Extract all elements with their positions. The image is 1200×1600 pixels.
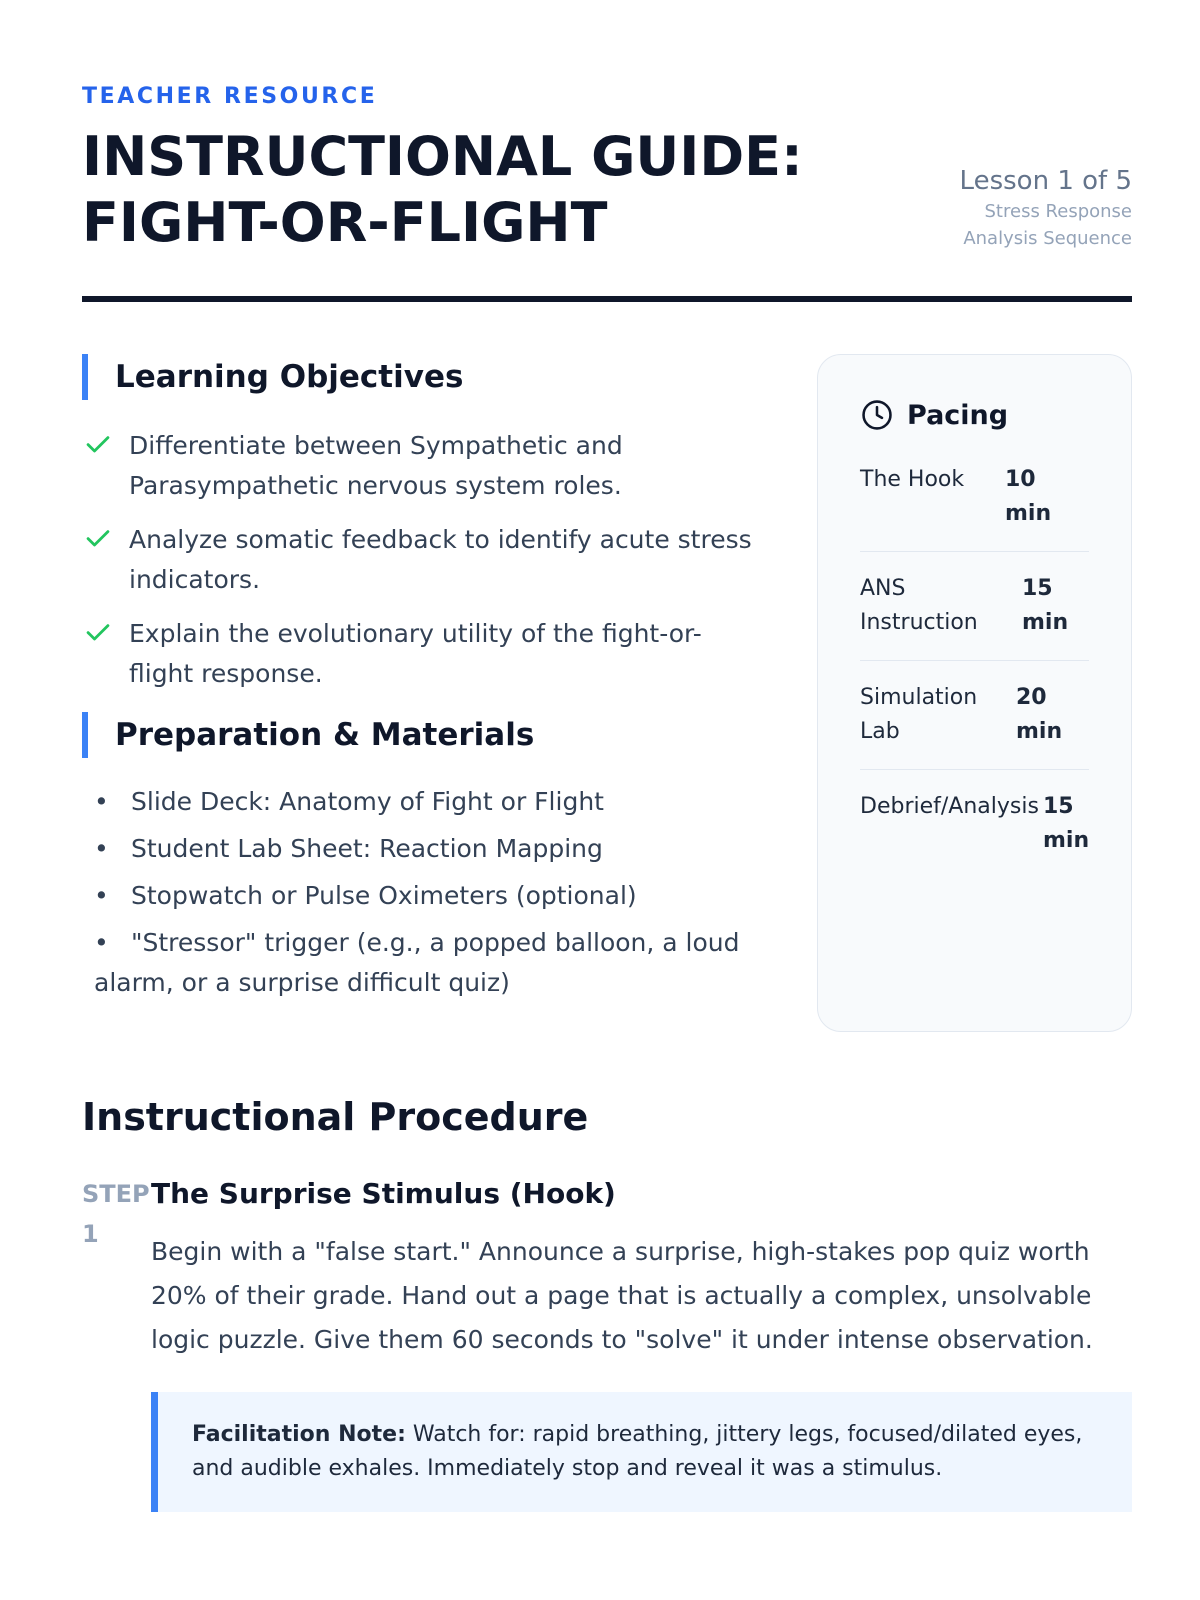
- instructional-guide-page: [82, 82, 1132, 1512]
- procedure-title: Instructional Procedure: [82, 1095, 589, 1139]
- material-item: [94, 782, 762, 822]
- step-description: Begin with a "false start." Announce a surprise, high-stakes pop quiz worth 20% of their grade. Hand out a page that is actually a complex, unsolvable logic puzzle. Give them 60 seconds to "solve" it under intense observation.: [151, 1237, 1093, 1354]
- objective-item: [82, 520, 762, 600]
- check-icon: [84, 430, 112, 458]
- bullet-icon: •: [94, 881, 109, 910]
- material-item: [94, 829, 762, 869]
- bullet-icon: •: [94, 928, 109, 957]
- bullet-icon: •: [94, 834, 109, 863]
- facilitation-note-text: Watch for: rapid breathing, jittery legs, focused/dilated eyes, and audible exhales. Immediately stop and reveal it was a stimulus.: [192, 1422, 1083, 1481]
- procedure-step: [82, 1174, 1132, 1512]
- material-text: Slide Deck: Anatomy of Fight or Flight: [131, 787, 604, 816]
- resource-kicker: TEACHER RESOURCE: [82, 84, 378, 109]
- learning-objectives-list: [82, 426, 762, 694]
- facilitation-note-label: Facilitation Note:: [192, 1422, 406, 1447]
- pacing-row: [860, 661, 1089, 770]
- materials-heading: Preparation & Materials: [82, 712, 762, 758]
- objective-text: Explain the evolutionary utility of the fight-or-flight response.: [129, 619, 702, 688]
- page-header: [82, 82, 1132, 304]
- pacing-row: [860, 552, 1089, 661]
- pacing-rows: [860, 443, 1089, 878]
- lesson-sequence-line-2: Analysis Sequence: [963, 228, 1132, 249]
- pacing-header: [860, 395, 1089, 435]
- material-text: "Stressor" trigger (e.g., a popped balloon, a loud alarm, or a surprise difficult quiz): [94, 928, 740, 997]
- pacing-activity: Debrief/Analysis: [860, 794, 1039, 819]
- pacing-duration: 10 min: [1005, 467, 1052, 526]
- objective-item: [82, 614, 762, 694]
- material-item: [94, 876, 762, 916]
- objective-item: [82, 426, 762, 506]
- learning-objectives-heading: Learning Objectives: [82, 354, 762, 400]
- pacing-duration: 20 min: [1016, 685, 1063, 744]
- pacing-activity: Simulation Lab: [860, 685, 978, 744]
- objective-text: Differentiate between Sympathetic and Parasympathetic nervous system roles.: [129, 431, 623, 500]
- page-title: [82, 124, 882, 256]
- pacing-duration: 15 min: [1022, 576, 1069, 635]
- material-item: [94, 923, 762, 1003]
- materials-list: [82, 782, 762, 1003]
- overview-section: [82, 354, 1132, 1034]
- overview-left-column: [82, 354, 762, 1010]
- pacing-row: [860, 770, 1089, 878]
- lesson-sequence-line-1: Stress Response: [984, 201, 1132, 222]
- bullet-icon: •: [94, 787, 109, 816]
- pacing-card: [817, 354, 1132, 1032]
- step-title: The Surprise Stimulus (Hook): [151, 1177, 616, 1210]
- material-text: Stopwatch or Pulse Oximeters (optional): [131, 881, 637, 910]
- clock-icon: [860, 398, 894, 432]
- lesson-meta: [960, 164, 1132, 252]
- procedure-section: [82, 1092, 1132, 1512]
- check-icon: [84, 618, 112, 646]
- pacing-activity: The Hook: [860, 467, 965, 492]
- pacing-activity: ANS Instruction: [860, 576, 978, 635]
- objective-text: Analyze somatic feedback to identify acute stress indicators.: [129, 525, 752, 594]
- pacing-row: [860, 443, 1089, 552]
- facilitation-note: [151, 1392, 1132, 1512]
- header-divider: [82, 296, 1132, 302]
- check-icon: [84, 524, 112, 552]
- pacing-title: Pacing: [907, 399, 1009, 431]
- page-title-line-2: FIGHT-OR-FLIGHT: [82, 191, 608, 254]
- page-title-line-1: INSTRUCTIONAL GUIDE:: [82, 125, 803, 188]
- pacing-duration: 15 min: [1043, 794, 1090, 853]
- material-text: Student Lab Sheet: Reaction Mapping: [131, 834, 603, 863]
- step-number: STEP 1: [82, 1180, 150, 1248]
- lesson-number: Lesson 1 of 5: [959, 166, 1132, 196]
